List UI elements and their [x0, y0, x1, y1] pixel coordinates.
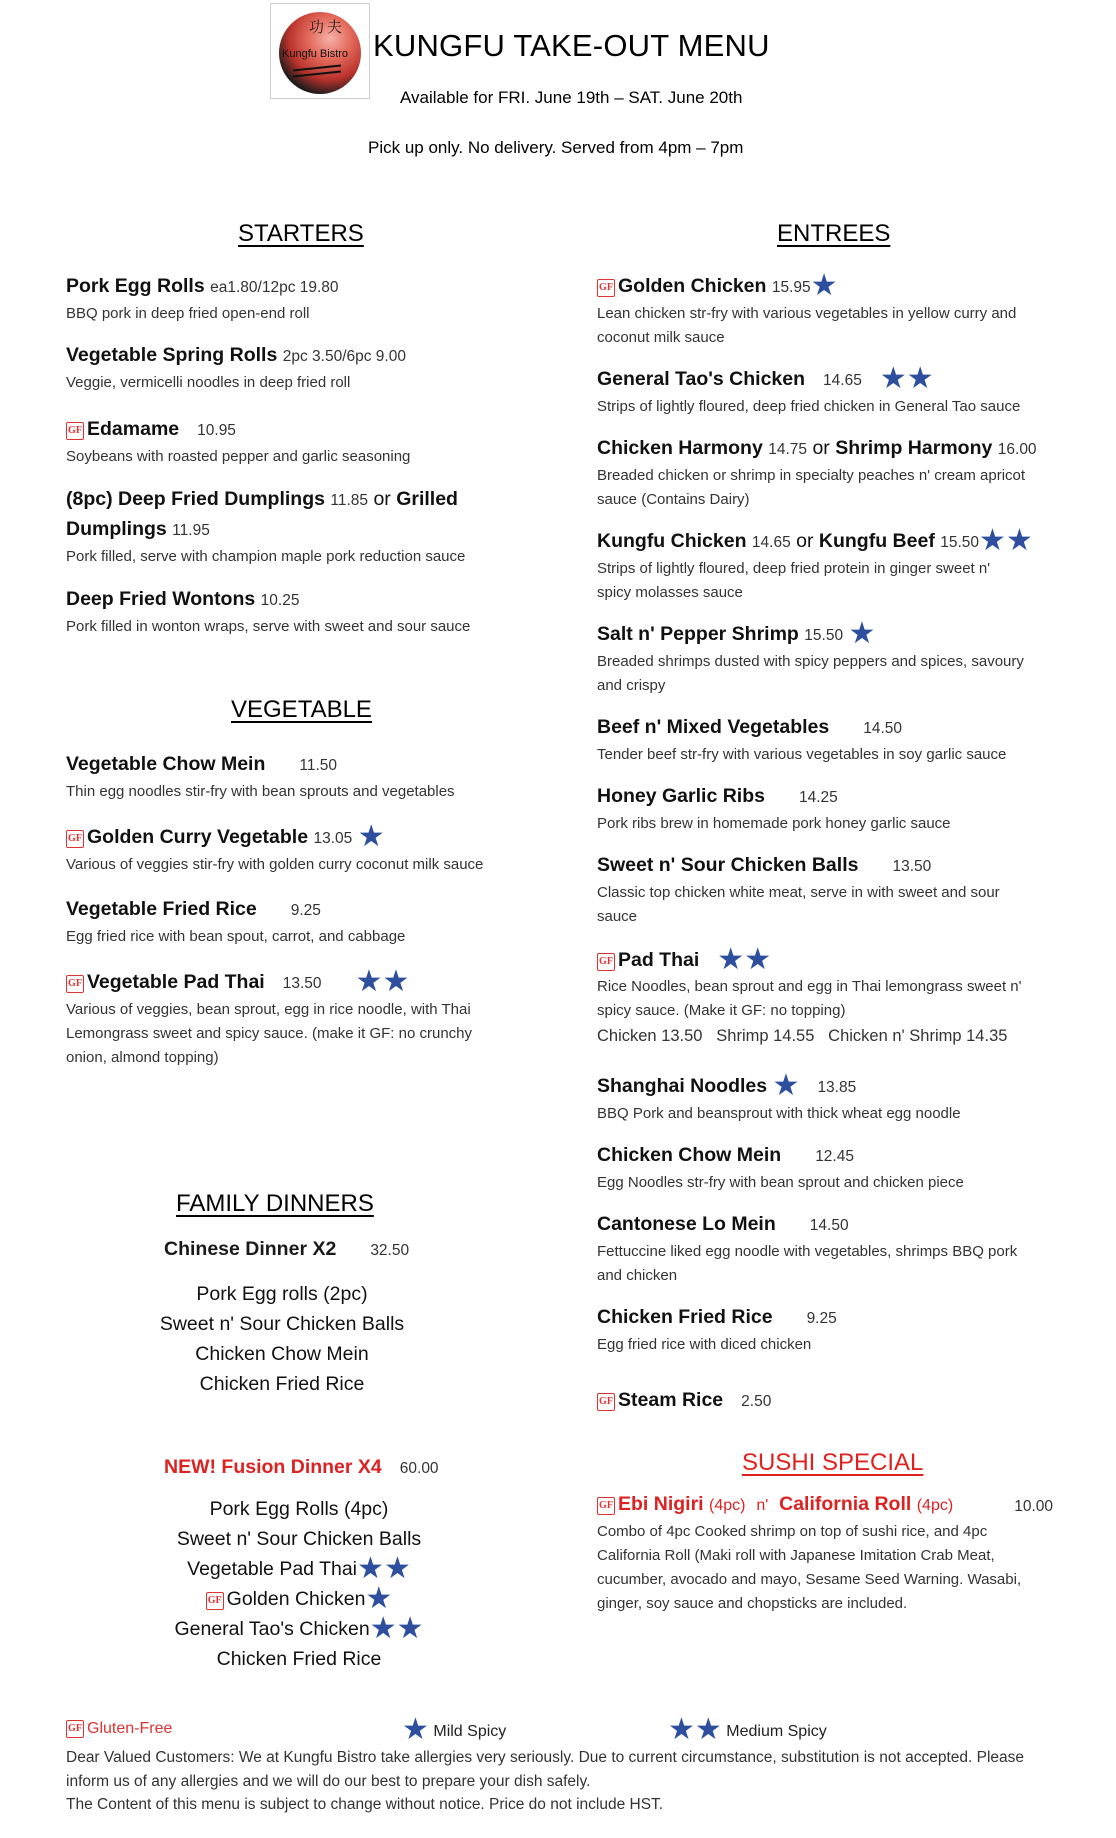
legend-label: Gluten-Free	[87, 1720, 173, 1737]
gluten-free-icon: GF	[597, 1497, 615, 1515]
item-name-alt: California Roll	[779, 1493, 912, 1515]
dinner-price: 32.50	[370, 1242, 410, 1259]
item-price: 14.75	[768, 441, 808, 458]
item-description: Soybeans with roasted pepper and garlic seasoning	[66, 448, 411, 465]
medium-spicy-star-icon: ★	[906, 362, 934, 395]
item-price: 11.50	[299, 757, 338, 774]
item-description: Fettuccine liked egg noodle with vegetables, shrimps BBQ pork	[597, 1243, 1018, 1260]
item-description: Breaded shrimps dusted with spicy peppers and spices, savoury	[597, 653, 1024, 670]
item-price: 10.25	[260, 592, 300, 609]
dinner-item: Sweet n' Sour Chicken Balls	[176, 1528, 422, 1550]
menu-item	[597, 1303, 1057, 1357]
or-text: or	[373, 488, 391, 510]
dinner-item: Pork Egg rolls (2pc)	[196, 1283, 368, 1305]
footer-line: Dear Valued Customers: We at Kungfu Bistro take allergies very seriously. Due to current circumstance, substitution is not accepted. Please	[66, 1749, 1025, 1766]
menu-item	[597, 1141, 1057, 1195]
item-description: Egg fried rice with diced chicken	[597, 1336, 812, 1353]
item-description: cucumber, avocado and mayo, Sesame Seed Warning. Wasabi,	[597, 1571, 1022, 1588]
item-price: 2.50	[741, 1393, 772, 1410]
item-price: 15.50	[804, 627, 844, 644]
item-name: Edamame	[87, 418, 180, 440]
item-description: ginger, soy sauce and chopsticks are included.	[597, 1595, 908, 1612]
dinner-item: Vegetable Pad Thai	[187, 1558, 358, 1580]
dinner-name: NEW! Fusion Dinner X4	[164, 1456, 382, 1478]
item-price: 13.05	[313, 830, 353, 847]
menu-item	[597, 524, 1057, 605]
item-description: BBQ pork in deep fried open-end roll	[66, 305, 310, 322]
logo	[270, 3, 370, 99]
availability-text: Available for FRI. June 19th – SAT. June 20th	[400, 88, 743, 107]
gluten-free-icon: GF	[206, 1592, 224, 1610]
item-description: Pork filled, serve with champion maple pork reduction sauce	[66, 548, 466, 565]
family-dinner-name	[164, 1456, 439, 1479]
menu-item	[597, 617, 1057, 698]
menu-item	[66, 820, 496, 877]
menu-item	[66, 415, 496, 469]
dinner-item: Golden Chicken	[226, 1588, 366, 1610]
menu-item	[66, 965, 496, 1070]
item-name: Ebi Nigiri	[618, 1493, 704, 1515]
item-description: coconut milk sauce	[597, 329, 725, 346]
legend-label: Mild Spicy	[433, 1723, 507, 1740]
item-description: Pork ribs brew in homemade pork honey garlic sauce	[597, 815, 951, 832]
dinner-item: Pork Egg Rolls (4pc)	[209, 1498, 389, 1520]
menu-item	[66, 750, 496, 804]
legend-gluten-free	[66, 1720, 172, 1738]
footer-notice	[66, 1746, 1066, 1817]
item-price: 13.85	[817, 1079, 857, 1096]
medium-spicy-star-icon: ★	[396, 1612, 424, 1645]
menu-item	[66, 485, 496, 569]
item-name-alt: Kungfu Beef	[818, 530, 935, 552]
item-name: Steam Rice	[618, 1389, 724, 1411]
item-name: Chicken Chow Mein	[597, 1144, 782, 1166]
item-price-alt: 16.00	[997, 441, 1037, 458]
item-price: 14.25	[798, 789, 838, 806]
item-name: Chicken Harmony	[597, 437, 763, 459]
item-description: Pork filled in wonton wraps, serve with sweet and sour sauce	[66, 618, 471, 635]
item-price: 14.50	[863, 720, 903, 737]
item-description: Tender beef str-fry with various vegetables in soy garlic sauce	[597, 746, 1007, 763]
item-name: Pork Egg Rolls	[66, 275, 205, 297]
page-title: KUNGFU TAKE-OUT MENU	[373, 28, 770, 63]
logo-text: Kungfu Bistro	[282, 48, 349, 60]
medium-spicy-star-icon: ★	[979, 524, 1006, 557]
item-name: Salt n' Pepper Shrimp	[597, 623, 799, 645]
medium-spicy-star-icon: ★	[369, 1612, 397, 1645]
medium-spicy-star-icon: ★	[1005, 524, 1033, 557]
dinner-name: Chinese Dinner X2	[164, 1238, 337, 1260]
item-description: Classic top chicken white meat, serve in with sweet and sour	[597, 884, 1000, 901]
item-description: Breaded chicken or shrimp in specialty peaches n' cream apricot	[597, 467, 1026, 484]
item-name: Vegetable Pad Thai	[87, 971, 265, 993]
item-name: (8pc) Deep Fried Dumplings	[66, 488, 325, 510]
item-name: Beef n' Mixed Vegetables	[597, 716, 830, 738]
menu-item	[597, 1490, 1067, 1616]
pickup-text: Pick up only. No delivery. Served from 4pm – 7pm	[368, 138, 744, 157]
menu-item	[597, 1210, 1057, 1288]
item-description: onion, almond topping)	[66, 1049, 219, 1066]
medium-spicy-star-icon: ★	[382, 965, 410, 998]
item-description: Combo of 4pc Cooked shrimp on top of sushi rice, and 4pc	[597, 1523, 988, 1540]
item-description: Strips of lightly floured, deep fried chicken in General Tao sauce	[597, 398, 1021, 415]
item-name: Honey Garlic Ribs	[597, 785, 765, 807]
menu-item	[597, 434, 1057, 512]
family-dinner-list	[134, 1494, 464, 1674]
menu-item	[597, 269, 1057, 350]
item-name: Golden Chicken	[618, 275, 767, 297]
gluten-free-icon: GF	[597, 953, 615, 971]
medium-spicy-star-icon: ★	[355, 965, 383, 998]
item-price: 9.25	[806, 1310, 837, 1327]
or-text: or	[812, 437, 830, 459]
item-description: Thin egg noodles stir-fry with bean sprouts and vegetables	[66, 783, 455, 800]
menu-item	[597, 782, 1057, 836]
dinner-item: Chicken Fried Rice	[199, 1373, 365, 1395]
item-name: Cantonese Lo Mein	[597, 1213, 776, 1235]
legend-label: Medium Spicy	[726, 1723, 827, 1740]
item-name-alt: Grilled	[396, 488, 458, 510]
mild-spicy-star-icon: ★	[357, 820, 385, 853]
footer-line: The Content of this menu is subject to change without notice. Price do not include HST.	[66, 1796, 664, 1813]
medium-spicy-star-icon: ★	[879, 362, 907, 395]
menu-item	[66, 341, 496, 395]
item-name: Deep Fried Wontons	[66, 588, 256, 610]
dinner-price: 60.00	[399, 1460, 439, 1477]
item-price: 15.95	[771, 279, 811, 296]
item-price: 10.00	[1014, 1498, 1053, 1515]
item-description: sauce	[597, 908, 638, 925]
mild-spicy-star-icon: ★	[365, 1582, 393, 1615]
menu-item	[597, 1069, 1057, 1126]
section-title-entrees: ENTREES	[777, 220, 891, 247]
menu-item	[66, 585, 496, 639]
item-description: spicy sauce. (Make it GF: no topping)	[597, 1002, 846, 1019]
medium-spicy-star-icon: ★	[357, 1552, 384, 1585]
menu-item	[597, 1386, 1057, 1416]
item-name-alt: Shrimp Harmony	[835, 437, 993, 459]
menu-item	[597, 851, 1057, 929]
item-price: 13.50	[892, 858, 932, 875]
item-description: Lean chicken str-fry with various vegetables in yellow curry and	[597, 305, 1017, 322]
mild-spicy-star-icon: ★	[848, 617, 876, 650]
item-name: Shanghai Noodles	[597, 1075, 768, 1097]
separator-text: n'	[756, 1497, 769, 1514]
legend-medium-spicy	[668, 1713, 827, 1746]
item-name: Vegetable Spring Rolls	[66, 344, 278, 366]
legend-mild-spicy	[402, 1713, 507, 1746]
or-text: or	[796, 530, 814, 552]
item-name: Pad Thai	[618, 949, 700, 971]
family-dinner-list	[117, 1279, 447, 1399]
gluten-free-icon: GF	[66, 1720, 84, 1738]
item-description: Egg fried rice with bean spout, carrot, and cabbage	[66, 928, 406, 945]
menu-item	[597, 943, 1057, 1050]
item-description: Strips of lightly floured, deep fried protein in ginger sweet n'	[597, 560, 991, 577]
menu-item	[66, 272, 496, 326]
item-description: Veggie, vermicelli noodles in deep fried roll	[66, 374, 351, 391]
item-name: Chicken Fried Rice	[597, 1306, 773, 1328]
section-title-vegetable: VEGETABLE	[231, 696, 372, 723]
medium-spicy-star-icon: ★	[694, 1713, 722, 1746]
item-quantity: (4pc)	[916, 1497, 954, 1514]
item-description: Rice Noodles, bean sprout and egg in Thai lemongrass sweet n'	[597, 978, 1022, 995]
item-name: General Tao's Chicken	[597, 368, 806, 390]
medium-spicy-star-icon: ★	[668, 1713, 695, 1746]
item-name-alt-cont: Dumplings	[66, 518, 167, 540]
menu-item	[597, 362, 1057, 419]
item-description: spicy molasses sauce	[597, 584, 743, 601]
item-description: Various of veggies, bean sprout, egg in rice noodle, with Thai	[66, 1001, 471, 1018]
footer-line: inform us of any allergies and we will do our best to prepare your dish safely.	[66, 1772, 591, 1790]
item-description: and chicken	[597, 1267, 678, 1284]
mild-spicy-star-icon: ★	[810, 269, 838, 302]
dinner-item: Chicken Fried Rice	[216, 1648, 382, 1670]
item-name: Kungfu Chicken	[597, 530, 747, 552]
item-description: Egg Noodles str-fry with bean sprout and chicken piece	[597, 1174, 964, 1191]
item-name: Vegetable Fried Rice	[66, 898, 257, 920]
section-title-starters: STARTERS	[238, 220, 364, 247]
item-description: Various of veggies stir-fry with golden curry coconut milk sauce	[66, 856, 484, 873]
item-price: 12.45	[815, 1148, 854, 1165]
section-title-family-dinners: FAMILY DINNERS	[176, 1190, 374, 1217]
section-title-sushi-special: SUSHI SPECIAL	[742, 1449, 924, 1476]
item-price: 14.65	[823, 372, 862, 389]
mild-spicy-star-icon: ★	[772, 1069, 800, 1102]
item-name: Vegetable Chow Mein	[66, 753, 266, 775]
item-price: 9.25	[290, 902, 321, 919]
item-option: Shrimp 14.55	[716, 1027, 815, 1045]
item-price: ea1.80/12pc 19.80	[210, 279, 339, 296]
item-option: Chicken n' Shrimp 14.35	[828, 1027, 1008, 1045]
family-dinner-name	[164, 1238, 409, 1261]
gluten-free-icon: GF	[66, 422, 84, 440]
dinner-item: Chicken Chow Mein	[195, 1343, 369, 1365]
medium-spicy-star-icon: ★	[383, 1552, 411, 1585]
item-description: Lemongrass sweet and spicy sauce. (make it GF: no crunchy	[66, 1025, 473, 1042]
gluten-free-icon: GF	[597, 279, 615, 297]
item-description: BBQ Pork and beansprout with thick wheat egg noodle	[597, 1105, 961, 1122]
item-name: Golden Curry Vegetable	[87, 826, 309, 848]
logo-chinese-text: 功夫	[309, 18, 346, 36]
dinner-item: Sweet n' Sour Chicken Balls	[159, 1313, 405, 1335]
menu-item	[66, 895, 496, 949]
item-price-alt: 11.95	[172, 522, 210, 539]
item-price: 13.50	[282, 975, 322, 992]
mild-spicy-star-icon: ★	[402, 1713, 429, 1746]
medium-spicy-star-icon: ★	[744, 943, 772, 976]
item-description: sauce (Contains Dairy)	[597, 491, 750, 508]
item-price: 14.50	[809, 1217, 849, 1234]
item-price: 14.65	[751, 534, 791, 551]
item-price: 11.85	[330, 492, 369, 509]
item-description: and crispy	[597, 677, 666, 694]
gluten-free-icon: GF	[597, 1393, 615, 1411]
item-price-alt: 15.50	[940, 534, 980, 551]
item-option: Chicken 13.50	[597, 1027, 703, 1045]
item-price: 2pc 3.50/6pc 9.00	[282, 348, 406, 365]
gluten-free-icon: GF	[66, 830, 84, 848]
item-description: California Roll (Maki roll with Japanese Imitation Crab Meat,	[597, 1547, 995, 1564]
item-price: 10.95	[197, 422, 236, 439]
item-name: Sweet n' Sour Chicken Balls	[597, 854, 859, 876]
gluten-free-icon: GF	[66, 975, 84, 993]
medium-spicy-star-icon: ★	[717, 943, 745, 976]
dinner-item: General Tao's Chicken	[174, 1618, 370, 1640]
item-quantity: (4pc)	[709, 1497, 746, 1514]
menu-item	[597, 713, 1057, 767]
